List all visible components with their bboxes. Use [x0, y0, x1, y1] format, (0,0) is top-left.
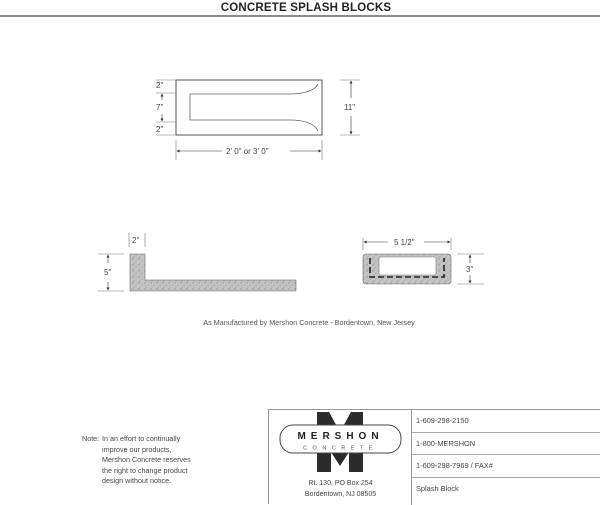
dim-end-width: 5 1/2" — [394, 238, 415, 247]
address-line-1: Rt. 130, PO Box 254 — [308, 480, 373, 487]
dim-length: 2' 0" or 3' 0" — [226, 147, 269, 156]
dim-overall-height: 11" — [344, 103, 356, 112]
note-label: Note: — [82, 434, 100, 443]
note-line: Mershon Concrete reserves — [102, 455, 191, 464]
note-line: design without notice. — [102, 476, 172, 485]
logo-name: MERSHON — [297, 431, 384, 442]
contact-rows — [412, 410, 600, 500]
logo-sub: CONCRETE — [303, 445, 378, 452]
title-block — [268, 409, 600, 504]
dim-wall-thickness: 2" — [132, 236, 140, 245]
dim-end-height: 3" — [466, 265, 474, 274]
note-line: improve our products, — [102, 444, 172, 454]
side-section — [98, 233, 296, 291]
product-name: Splash Block — [416, 483, 459, 493]
fax-number: 1-609-298-7969 / FAX# — [412, 455, 600, 478]
manufacturer-caption: As Manufactured by Mershon Concrete - Bordentown, New Jersey — [203, 318, 415, 327]
note-line: the right to change product — [102, 465, 188, 475]
top-view — [156, 80, 360, 160]
dim-inner-height: 7" — [156, 103, 164, 112]
address-line-2: Bordentown, NJ 08505 — [304, 491, 377, 498]
note-line: In an effort to continually — [102, 434, 181, 443]
mershon-logo-icon — [269, 410, 412, 480]
phone-tollfree: 1-800-MERSHON — [412, 433, 600, 456]
dim-side-height: 5" — [104, 268, 112, 277]
disclaimer-note — [82, 434, 191, 487]
page-title: CONCRETE SPLASH BLOCKS — [220, 2, 392, 14]
dim-top-margin: 2" — [156, 81, 164, 90]
end-section — [363, 238, 484, 284]
dim-bottom-margin: 2" — [156, 125, 164, 134]
phone-main: 1-609-298-2150 — [412, 410, 600, 433]
company-logo-cell — [269, 410, 412, 505]
